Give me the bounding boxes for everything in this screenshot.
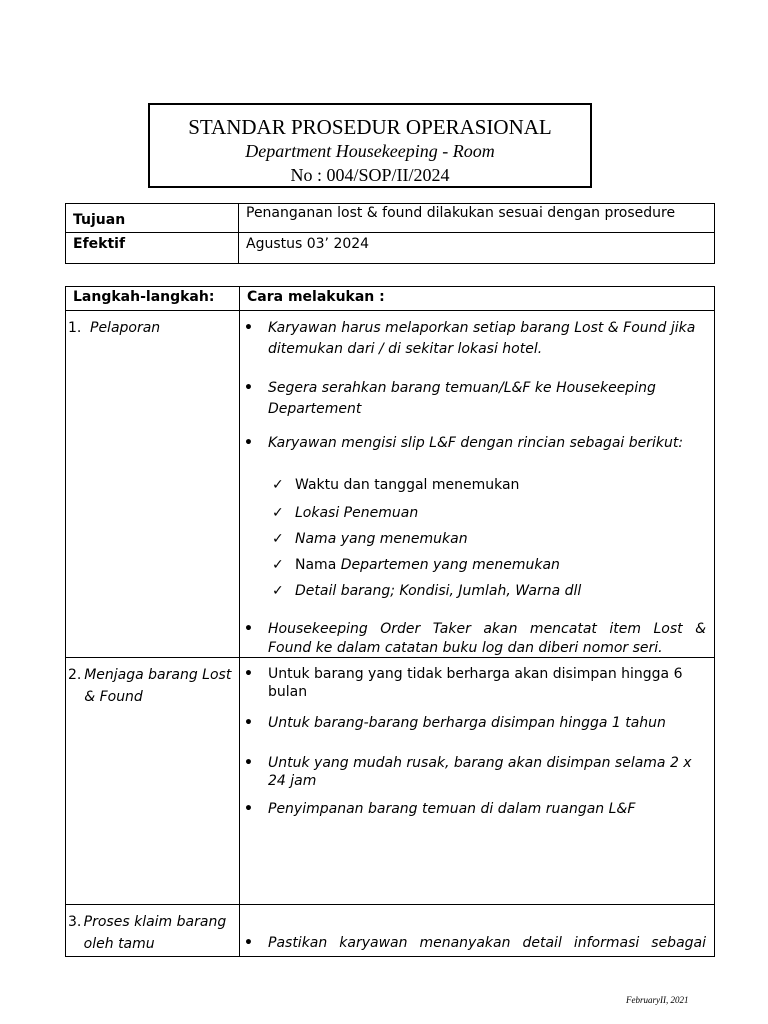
step-1-label xyxy=(66,311,239,339)
checklist-item: ✓ Waktu dan tanggal menemukan xyxy=(272,477,520,493)
step-2-bullet-4: • Penyimpanan barang temuan di dalam ruangan L&F xyxy=(244,799,706,820)
check-icon: ✓ xyxy=(272,531,284,547)
step-1-bullet-1: • Karyawan harus melaporkan setiap barang Lost & Found jika ditemukan dari / di sekitar lokasi hotel. xyxy=(244,320,696,357)
efektif-value: Agustus 03’ 2024 xyxy=(239,233,715,264)
check-icon: ✓ xyxy=(272,583,284,599)
step-2-number: 2. xyxy=(68,667,82,683)
checklist-item: ✓ Nama Departemen yang menemukan xyxy=(272,557,560,573)
checklist-item: ✓ Nama yang menemukan xyxy=(272,531,468,547)
tujuan-value: Penanganan lost & found dilakukan sesuai dengan prosedure xyxy=(239,204,715,233)
step-1-number: 1. xyxy=(68,320,82,336)
step-row-1 xyxy=(66,311,715,658)
step-2-bullet-2: • Untuk barang-barang berharga disimpan hingga 1 tahun xyxy=(244,713,706,734)
checklist-item: ✓ Lokasi Penemuan xyxy=(272,505,419,521)
step-2-label xyxy=(66,658,239,708)
step-row-2 xyxy=(66,658,715,905)
step-1-bullet-3: • Karyawan mengisi slip L&F dengan rincian sebagai berikut: xyxy=(244,433,706,454)
steps-header-row xyxy=(66,287,715,311)
efektif-label: Efektif xyxy=(66,233,239,264)
check-icon: ✓ xyxy=(272,477,284,493)
step-3-label xyxy=(66,905,239,955)
efektif-row xyxy=(66,233,715,264)
step-2-bullet-3: • Untuk yang mudah rusak, barang akan disimpan selama 2 x 24 jam xyxy=(244,755,692,789)
bullet-icon: • xyxy=(244,801,253,817)
bullet-icon: • xyxy=(244,435,253,451)
method-col-header: Cara melakukan : xyxy=(240,287,715,311)
step-1-title: Pelaporan xyxy=(90,320,161,336)
bullet-icon: • xyxy=(244,380,253,396)
document-number: No : 004/SOP/II/2024 xyxy=(290,165,450,185)
step-3-number: 3. xyxy=(68,914,82,930)
steps-col-header: Langkah-langkah: xyxy=(66,287,240,311)
steps-table xyxy=(65,286,715,957)
checklist-item: ✓ Detail barang; Kondisi, Jumlah, Warna dll xyxy=(272,583,582,599)
step-row-3 xyxy=(66,905,715,957)
footer-date: FebruaryII, 2021 xyxy=(626,995,689,1005)
check-icon: ✓ xyxy=(272,505,284,521)
bullet-icon: • xyxy=(244,935,253,951)
bullet-icon: • xyxy=(244,715,253,731)
step-2-title: Menjaga barang Lost & Found xyxy=(84,667,232,705)
bullet-icon: • xyxy=(244,320,253,336)
bullet-icon: • xyxy=(244,621,253,637)
department-subtitle: Department Housekeeping - Room xyxy=(245,141,495,161)
document-title: STANDAR PROSEDUR OPERASIONAL xyxy=(188,115,552,139)
bullet-icon: • xyxy=(244,666,253,682)
step-3-title: Proses klaim barang oleh tamu xyxy=(83,914,227,952)
tujuan-row xyxy=(66,204,715,233)
bullet-icon: • xyxy=(244,755,253,771)
check-icon: ✓ xyxy=(272,557,284,573)
step-3-bullet-1: • Pastikan karyawan menanyakan detail informasi sebagai xyxy=(244,933,706,954)
info-table xyxy=(65,203,715,264)
sop-header-box xyxy=(148,103,592,188)
step-1-bullet-4: • Housekeeping Order Taker akan mencatat item Lost & Found ke dalam catatan buku log dan diberi nomor seri. xyxy=(244,621,706,656)
step-1-bullet-2: • Segera serahkan barang temuan/L&F ke Housekeeping Departement xyxy=(244,380,656,417)
step-2-bullet-1: • Untuk barang yang tidak berharga akan disimpan hingga 6 bulan xyxy=(244,666,683,700)
tujuan-label: Tujuan xyxy=(66,204,239,233)
